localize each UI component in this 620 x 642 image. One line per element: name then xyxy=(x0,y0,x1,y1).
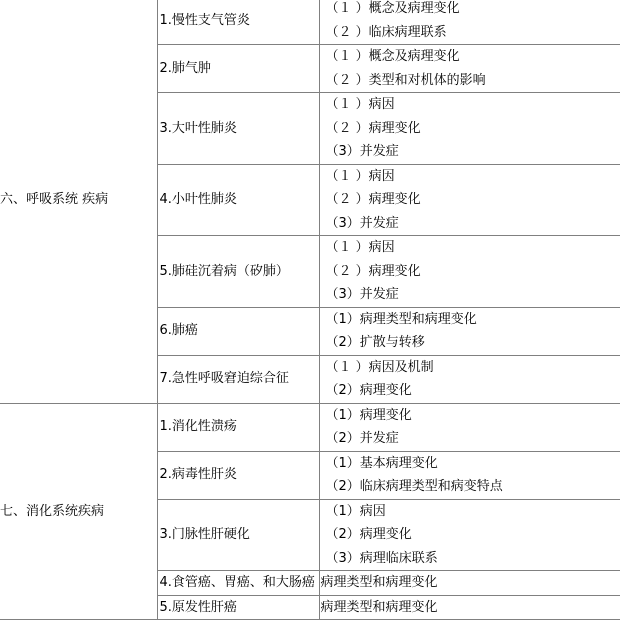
topic-name: 4.小叶性肺炎 xyxy=(157,164,319,236)
point-item: （2）并发症 xyxy=(325,431,399,446)
table-row xyxy=(0,403,620,451)
point-item: （3）并发症 xyxy=(325,144,399,159)
point-item: （１ ）病因 xyxy=(325,240,395,255)
point-item: 病理类型和病理变化 xyxy=(320,575,438,590)
topic-points xyxy=(319,0,620,45)
topic-name: 5.原发性肝癌 xyxy=(157,595,319,620)
topic-name: 3.大叶性肺炎 xyxy=(157,93,319,165)
point-item: （2）扩散与转移 xyxy=(325,335,425,350)
topic-points xyxy=(319,236,620,308)
point-item: （２ ）类型和对机体的影响 xyxy=(325,72,486,88)
point-item: （2）病理变化 xyxy=(325,383,412,398)
point-item: （1）病理类型和病理变化 xyxy=(325,311,477,327)
point-item: （1）基本病理变化 xyxy=(325,455,438,471)
topic-name: 5.肺硅沉着病（矽肺） xyxy=(157,236,319,308)
topic-points xyxy=(319,307,620,355)
topic-name: 2.肺气肿 xyxy=(157,45,319,93)
point-item: （１ ）病因 xyxy=(325,97,395,112)
point-item: （２ ）病理变化 xyxy=(325,192,421,207)
point-item: （１ ）病因 xyxy=(325,168,395,184)
topic-points xyxy=(319,164,620,236)
point-item: （１ ）概念及病理变化 xyxy=(325,1,460,16)
topic-name: 1.慢性支气管炎 xyxy=(157,0,319,45)
topic-points xyxy=(319,45,620,93)
point-item: （2）临床病理类型和病变特点 xyxy=(325,479,503,494)
point-item: （1）病理变化 xyxy=(325,407,412,423)
point-item: （１ ）概念及病理变化 xyxy=(325,49,460,64)
point-item: （２ ）病理变化 xyxy=(325,120,421,136)
topic-name: 4.食管癌、胃癌、和大肠癌 xyxy=(157,571,319,596)
point-item: （２ ）病理变化 xyxy=(325,263,421,279)
topic-points xyxy=(319,403,620,451)
topic-points xyxy=(319,451,620,499)
topic-name: 2.病毒性肝炎 xyxy=(157,451,319,499)
point-item: （2）病理变化 xyxy=(325,527,412,542)
topic-name: 1.消化性溃疡 xyxy=(157,403,319,451)
point-item: 病理类型和病理变化 xyxy=(320,599,438,615)
point-item: （3）并发症 xyxy=(325,215,399,231)
point-item: （1）病因 xyxy=(325,503,386,519)
section-title: 七、消化系统疾病 xyxy=(0,403,157,620)
topic-name: 6.肺癌 xyxy=(157,307,319,355)
point-item: （１ ）病因及机制 xyxy=(325,359,434,375)
topic-points xyxy=(319,571,620,596)
table-row xyxy=(0,0,620,45)
topic-points xyxy=(319,93,620,165)
point-item: （3）病理临床联系 xyxy=(325,550,438,566)
topic-points xyxy=(319,355,620,403)
section-title: 六、呼吸系统 疾病 xyxy=(0,0,157,403)
point-item: （２ ）临床病理联系 xyxy=(325,24,447,40)
topic-name: 7.急性呼吸窘迫综合征 xyxy=(157,355,319,403)
topic-points xyxy=(319,499,620,571)
point-item: （3）并发症 xyxy=(325,287,399,302)
topic-name: 3.门脉性肝硬化 xyxy=(157,499,319,571)
topic-points xyxy=(319,595,620,620)
